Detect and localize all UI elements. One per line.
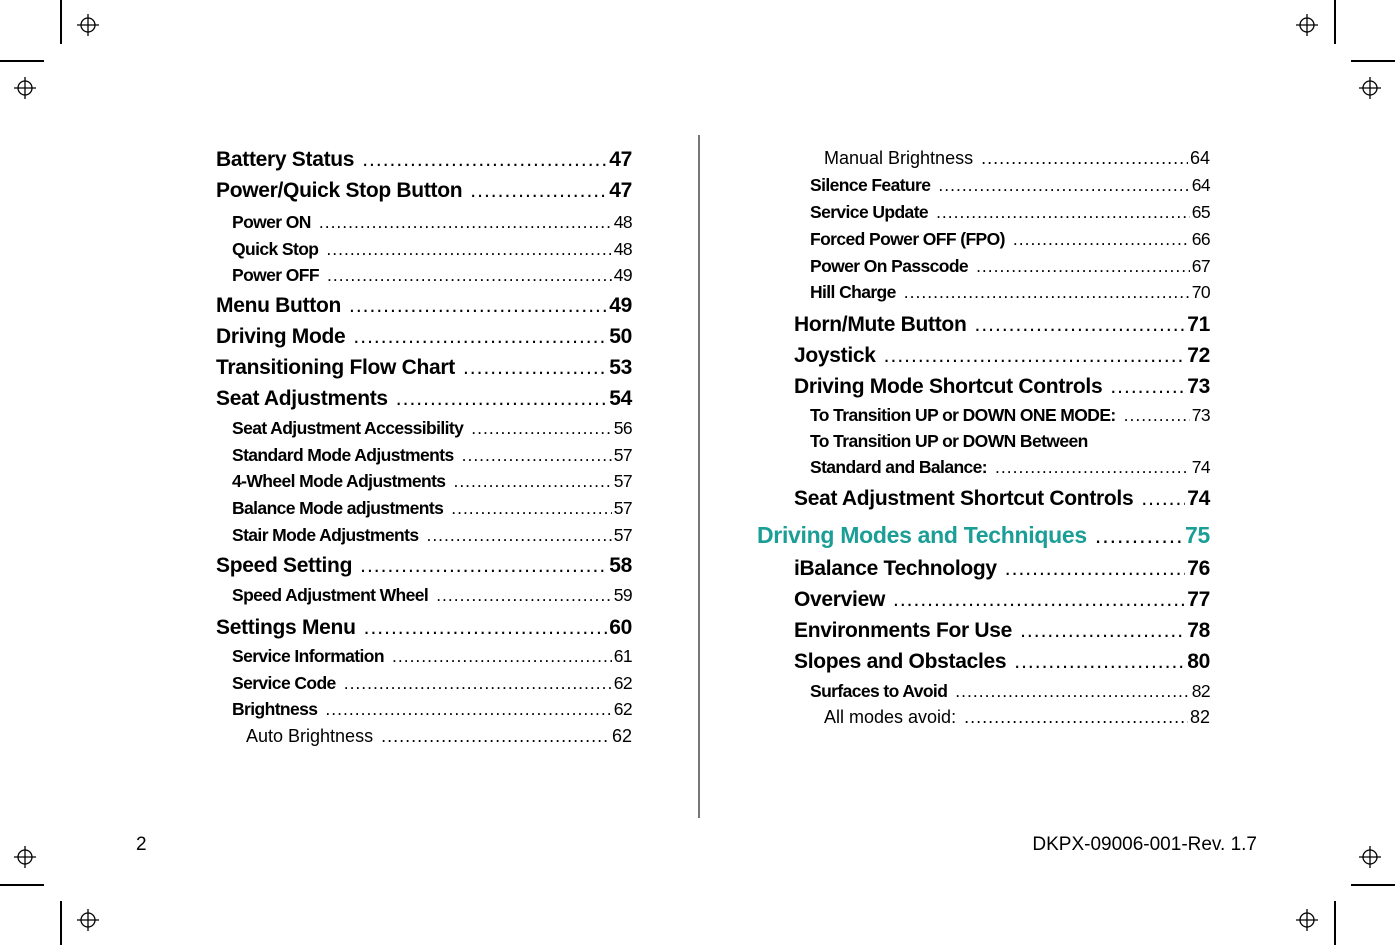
dot-leader bbox=[462, 445, 612, 466]
toc-entry-page: 75 bbox=[1185, 522, 1210, 548]
column-divider bbox=[698, 135, 700, 818]
toc-entry-page: 57 bbox=[613, 498, 632, 518]
dot-leader bbox=[453, 471, 611, 492]
dot-leader bbox=[463, 356, 607, 380]
toc-entry-title: Power On Passcode bbox=[810, 256, 969, 276]
document-id: DKPX-09006-001-Rev. 1.7 bbox=[1032, 834, 1257, 855]
toc-entry-page: 60 bbox=[609, 616, 632, 639]
toc-entry[interactable] bbox=[757, 431, 1210, 452]
toc-entry-page: 48 bbox=[613, 239, 632, 259]
toc-entry-page: 49 bbox=[613, 265, 632, 285]
dot-leader bbox=[1110, 375, 1185, 399]
toc-entry[interactable] bbox=[216, 646, 632, 667]
dot-leader bbox=[327, 265, 612, 286]
registration-mark-icon bbox=[1359, 77, 1381, 99]
toc-entry-page: 57 bbox=[613, 471, 632, 491]
toc-entry[interactable] bbox=[216, 445, 632, 466]
toc-entry-title: Seat Adjustments bbox=[216, 387, 388, 410]
dot-leader bbox=[884, 344, 1186, 368]
toc-entry[interactable] bbox=[216, 525, 632, 546]
toc-entry[interactable] bbox=[757, 522, 1210, 549]
toc-entry-title: Speed Adjustment Wheel bbox=[232, 585, 429, 605]
toc-entry-page: 54 bbox=[609, 387, 632, 410]
toc-entry-title: Manual Brightness bbox=[824, 148, 974, 168]
crop-mark bbox=[1351, 884, 1395, 886]
toc-entry-title: Brightness bbox=[232, 699, 318, 719]
dot-leader bbox=[1020, 619, 1185, 643]
registration-mark-icon bbox=[14, 846, 36, 868]
dot-leader bbox=[349, 294, 607, 318]
toc-entry-page: 62 bbox=[611, 726, 632, 746]
dot-leader bbox=[470, 179, 607, 203]
toc-entry[interactable] bbox=[757, 229, 1210, 250]
registration-mark-icon bbox=[14, 77, 36, 99]
toc-entry-page: 67 bbox=[1191, 256, 1210, 276]
toc-entry-title: Driving Mode Shortcut Controls bbox=[794, 375, 1103, 398]
toc-entry-title: Speed Setting bbox=[216, 554, 353, 577]
toc-entry-page: 56 bbox=[613, 418, 632, 438]
registration-mark-icon bbox=[77, 14, 99, 36]
toc-entry[interactable] bbox=[757, 256, 1210, 277]
toc-entry[interactable] bbox=[216, 699, 632, 720]
dot-leader bbox=[392, 646, 612, 667]
toc-entry-title: Horn/Mute Button bbox=[794, 313, 967, 336]
dot-leader bbox=[1013, 229, 1190, 250]
dot-leader bbox=[344, 673, 612, 694]
dot-leader bbox=[426, 525, 611, 546]
toc-entry-title: Menu Button bbox=[216, 294, 341, 317]
dot-leader bbox=[976, 256, 1190, 277]
toc-entry-page: 49 bbox=[609, 294, 632, 317]
toc-entry-page: 64 bbox=[1191, 175, 1210, 195]
toc-entry[interactable] bbox=[757, 681, 1210, 702]
toc-entry[interactable] bbox=[216, 585, 632, 606]
dot-leader bbox=[995, 457, 1190, 478]
toc-entry-page: 61 bbox=[613, 646, 632, 666]
toc-entry-page: 57 bbox=[613, 445, 632, 465]
dot-leader bbox=[955, 681, 1189, 702]
crop-mark bbox=[0, 884, 44, 886]
toc-entry-title: Seat Adjustment Shortcut Controls bbox=[794, 487, 1134, 510]
toc-entry-title: Overview bbox=[794, 588, 885, 611]
toc-entry-title: Joystick bbox=[794, 344, 876, 367]
toc-entry[interactable] bbox=[216, 294, 632, 318]
toc-entry-page: 62 bbox=[613, 699, 632, 719]
toc-entry-title: Transitioning Flow Chart bbox=[216, 356, 455, 379]
toc-entry-page: 48 bbox=[613, 212, 632, 232]
dot-leader bbox=[893, 588, 1185, 612]
dot-leader bbox=[964, 707, 1188, 728]
toc-entry[interactable] bbox=[757, 650, 1210, 674]
toc-entry-page: 62 bbox=[613, 673, 632, 693]
toc-entry-page: 74 bbox=[1187, 487, 1210, 510]
toc-entry-title: Stair Mode Adjustments bbox=[232, 525, 419, 545]
dot-leader bbox=[1095, 522, 1183, 549]
dot-leader bbox=[1124, 405, 1190, 426]
toc-entry-title: Surfaces to Avoid bbox=[810, 681, 948, 701]
toc-entry-page: 74 bbox=[1191, 457, 1210, 477]
toc-entry-title: 4-Wheel Mode Adjustments bbox=[232, 471, 446, 491]
toc-entry[interactable] bbox=[757, 344, 1210, 368]
toc-entry[interactable] bbox=[216, 471, 632, 492]
toc-entry[interactable] bbox=[216, 212, 632, 233]
dot-leader bbox=[381, 726, 610, 747]
crop-mark bbox=[0, 60, 44, 62]
registration-mark-icon bbox=[1359, 846, 1381, 868]
dot-leader bbox=[451, 498, 612, 519]
toc-entry-title: Battery Status bbox=[216, 148, 355, 171]
toc-entry[interactable] bbox=[216, 265, 632, 286]
toc-entry[interactable] bbox=[757, 619, 1210, 643]
toc-entry-title: Slopes and Obstacles bbox=[794, 650, 1007, 673]
dot-leader bbox=[396, 387, 607, 411]
toc-entry-title: Silence Feature bbox=[810, 175, 931, 195]
toc-entry[interactable] bbox=[757, 175, 1210, 196]
dot-leader bbox=[364, 616, 608, 640]
registration-mark-icon bbox=[1296, 14, 1318, 36]
page-number: 2 bbox=[136, 834, 147, 855]
dot-leader bbox=[436, 585, 612, 606]
dot-leader bbox=[353, 325, 607, 349]
toc-entry[interactable] bbox=[216, 726, 632, 747]
dot-leader bbox=[938, 175, 1189, 196]
toc-entry-page: 82 bbox=[1189, 707, 1210, 727]
toc-entry-title: Standard Mode Adjustments bbox=[232, 445, 454, 465]
toc-entry-title: Power/Quick Stop Button bbox=[216, 179, 463, 202]
dot-leader bbox=[360, 554, 607, 578]
toc-entry-title: Forced Power OFF (FPO) bbox=[810, 229, 1005, 249]
toc-entry[interactable] bbox=[216, 356, 632, 380]
toc-entry-title: Service Code bbox=[232, 673, 336, 693]
toc-entry-page: 72 bbox=[1187, 344, 1210, 367]
toc-entry[interactable] bbox=[757, 375, 1210, 399]
toc-entry-page: 50 bbox=[609, 325, 632, 348]
toc-entry[interactable] bbox=[757, 202, 1210, 223]
toc-entry-title: iBalance Technology bbox=[794, 557, 997, 580]
crop-mark bbox=[1334, 0, 1336, 44]
toc-entry-page: 82 bbox=[1191, 681, 1210, 701]
toc-entry-title: All modes avoid: bbox=[824, 707, 957, 727]
dot-leader bbox=[975, 313, 1186, 337]
toc-entry-title: Power ON bbox=[232, 212, 311, 232]
toc-entry[interactable] bbox=[216, 325, 632, 349]
toc-entry[interactable] bbox=[757, 457, 1210, 478]
toc-entry-title: Power OFF bbox=[232, 265, 319, 285]
registration-mark-icon bbox=[77, 909, 99, 931]
dot-leader bbox=[326, 239, 611, 260]
toc-entry[interactable] bbox=[757, 313, 1210, 337]
toc-entry[interactable] bbox=[757, 487, 1210, 511]
toc-entry-page: 47 bbox=[609, 148, 632, 171]
toc-entry-title: Settings Menu bbox=[216, 616, 356, 639]
crop-mark bbox=[1351, 60, 1395, 62]
toc-entry-title: To Transition UP or DOWN Between bbox=[810, 431, 1088, 451]
toc-entry-page: 65 bbox=[1191, 202, 1210, 222]
toc-entry-page: 57 bbox=[613, 525, 632, 545]
dot-leader bbox=[319, 212, 612, 233]
toc-entry-title: Balance Mode adjustments bbox=[232, 498, 444, 518]
dot-leader bbox=[981, 148, 1188, 169]
toc-entry-title: Service Information bbox=[232, 646, 384, 666]
toc-entry-title: To Transition UP or DOWN ONE MODE: bbox=[810, 405, 1116, 425]
toc-entry-title: Standard and Balance: bbox=[810, 457, 988, 477]
dot-leader bbox=[936, 202, 1190, 223]
toc-entry-page: 70 bbox=[1191, 282, 1210, 302]
toc-entry[interactable] bbox=[216, 673, 632, 694]
toc-entry[interactable] bbox=[216, 498, 632, 519]
toc-entry[interactable] bbox=[216, 387, 632, 411]
toc-entry-page: 58 bbox=[609, 554, 632, 577]
toc-entry-title: Driving Mode bbox=[216, 325, 346, 348]
toc-entry[interactable] bbox=[757, 405, 1210, 426]
toc-entry-page: 77 bbox=[1187, 588, 1210, 611]
dot-leader bbox=[362, 148, 607, 172]
dot-leader bbox=[471, 418, 611, 439]
toc-entry-page: 76 bbox=[1187, 557, 1210, 580]
dot-leader bbox=[325, 699, 611, 720]
toc-entry[interactable] bbox=[216, 239, 632, 260]
toc-entry[interactable] bbox=[757, 282, 1210, 303]
toc-entry[interactable] bbox=[216, 148, 632, 172]
registration-mark-icon bbox=[1296, 909, 1318, 931]
toc-entry-page: 53 bbox=[609, 356, 632, 379]
toc-entry-title: Quick Stop bbox=[232, 239, 319, 259]
toc-entry[interactable] bbox=[216, 179, 632, 203]
toc-entry-page: 59 bbox=[613, 585, 632, 605]
toc-entry-title: Hill Charge bbox=[810, 282, 896, 302]
toc-entry[interactable] bbox=[757, 557, 1210, 581]
toc-entry[interactable] bbox=[216, 418, 632, 439]
dot-leader bbox=[1141, 487, 1185, 511]
dot-leader bbox=[1005, 557, 1185, 581]
toc-entry-page: 71 bbox=[1187, 313, 1210, 336]
toc-entry-page: 64 bbox=[1189, 148, 1210, 168]
toc-entry-page: 80 bbox=[1187, 650, 1210, 673]
crop-mark bbox=[60, 0, 62, 44]
toc-entry-title: Auto Brightness bbox=[246, 726, 374, 746]
toc-entry-title: Environments For Use bbox=[794, 619, 1013, 642]
dot-leader bbox=[904, 282, 1190, 303]
toc-entry[interactable] bbox=[216, 554, 632, 578]
toc-entry-page: 78 bbox=[1187, 619, 1210, 642]
toc-entry-page: 73 bbox=[1191, 405, 1210, 425]
crop-mark bbox=[1334, 901, 1336, 945]
toc-entry[interactable] bbox=[757, 148, 1210, 169]
toc-entry[interactable] bbox=[757, 707, 1210, 728]
toc-entry-page: 66 bbox=[1191, 229, 1210, 249]
toc-entry-page: 73 bbox=[1187, 375, 1210, 398]
crop-mark bbox=[60, 901, 62, 945]
toc-entry-page: 47 bbox=[609, 179, 632, 202]
dot-leader bbox=[1014, 650, 1185, 674]
toc-entry-title: Service Update bbox=[810, 202, 929, 222]
toc-entry[interactable] bbox=[216, 616, 632, 640]
toc-entry[interactable] bbox=[757, 588, 1210, 612]
toc-entry-title: Driving Modes and Techniques bbox=[757, 522, 1087, 548]
toc-entry-title: Seat Adjustment Accessibility bbox=[232, 418, 464, 438]
